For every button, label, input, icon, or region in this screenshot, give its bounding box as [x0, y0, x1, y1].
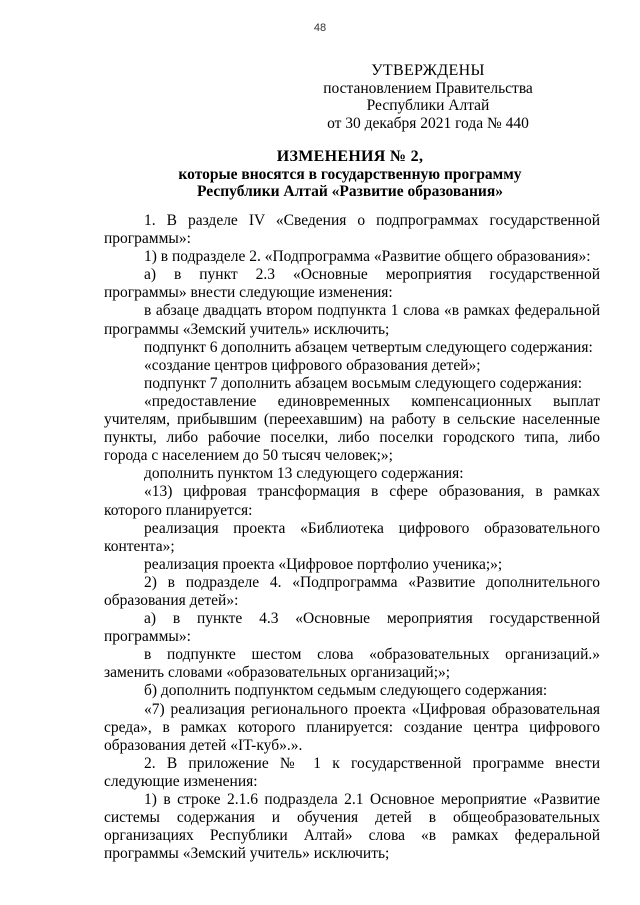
approval-stamp [278, 62, 578, 132]
paragraph: реализация проекта «Цифровое портфолио ученика;»; [144, 555, 503, 573]
paragraph: в подпункте шестом слова «образовательных организаций.» заменить словами «образовательных организаций;»; [104, 646, 600, 682]
page-number: 48 [313, 22, 327, 34]
document-title-line: Республики Алтай «Развитие образования» [197, 183, 503, 200]
document-title [100, 148, 600, 201]
document-title-main: ИЗМЕНЕНИЯ № 2, [276, 148, 424, 165]
paragraph: подпункт 7 дополнить абзацем восьмым следующего содержания: [144, 374, 583, 392]
paragraph: «предоставление единовременных компенсационных выплат учителям, прибывшим (переехавшим) на работу в сельские населенные пункты, либо рабочие поселки, либо поселки городского типа, либо города с населением до 50 тысяч человек;»; [104, 392, 600, 465]
approval-title: УТВЕРЖДЕНЫ [371, 62, 485, 79]
paragraph: 1) в строке 2.1.6 подраздела 2.1 Основное мероприятие «Развитие системы содержания и обучения детей в общеобразовательных организациях Республики Алтай» слова «в рамках федеральной программы «Земский учитель» исключить; [104, 791, 600, 863]
paragraph: 1) в подразделе 2. «Подпрограмма «Развитие общего образования»: [144, 248, 591, 266]
paragraph: а) в пункте 4.3 «Основные мероприятия государственной программы»: [104, 610, 600, 646]
paragraph: реализация проекта «Библиотека цифрового образовательного контента»; [104, 519, 600, 555]
paragraph: «создание центров цифрового образования детей»; [144, 356, 481, 374]
approval-line: от 30 декабря 2021 года № 440 [327, 114, 529, 132]
paragraph: подпункт 6 дополнить абзацем четвертым следующего содержания: [144, 338, 593, 356]
approval-line: Республики Алтай [366, 97, 490, 114]
paragraph: в абзаце двадцать втором подпункта 1 слова «в рамках федеральной программы «Земский учитель» исключить; [104, 302, 600, 338]
paragraph: «7) реализация регионального проекта «Цифровая образовательная среда», в рамках которого планируется: создание центра цифрового образования детей «IT-куб».». [104, 700, 600, 754]
paragraph: а) в пункт 2.3 «Основные мероприятия государственной программы» внести следующие изменения: [104, 266, 600, 302]
paragraph: 1. В разделе IV «Сведения о подпрограммах государственной программы»: [104, 212, 600, 248]
paragraph: 2) в подразделе 4. «Подпрограмма «Развитие дополнительного образования детей»: [104, 573, 600, 609]
document-body [104, 212, 600, 863]
document-title-line: которые вносятся в государственную программу [178, 165, 522, 183]
paragraph: 2. В приложение № 1 к государственной программе внести следующие изменения: [104, 754, 600, 790]
paragraph: б) дополнить подпунктом седьмым следующего содержания: [144, 682, 548, 700]
approval-line: постановлением Правительства [323, 79, 533, 97]
paragraph: дополнить пунктом 13 следующего содержания: [144, 465, 464, 483]
paragraph: «13) цифровая трансформация в сфере образования, в рамках которого планируется: [104, 483, 600, 519]
